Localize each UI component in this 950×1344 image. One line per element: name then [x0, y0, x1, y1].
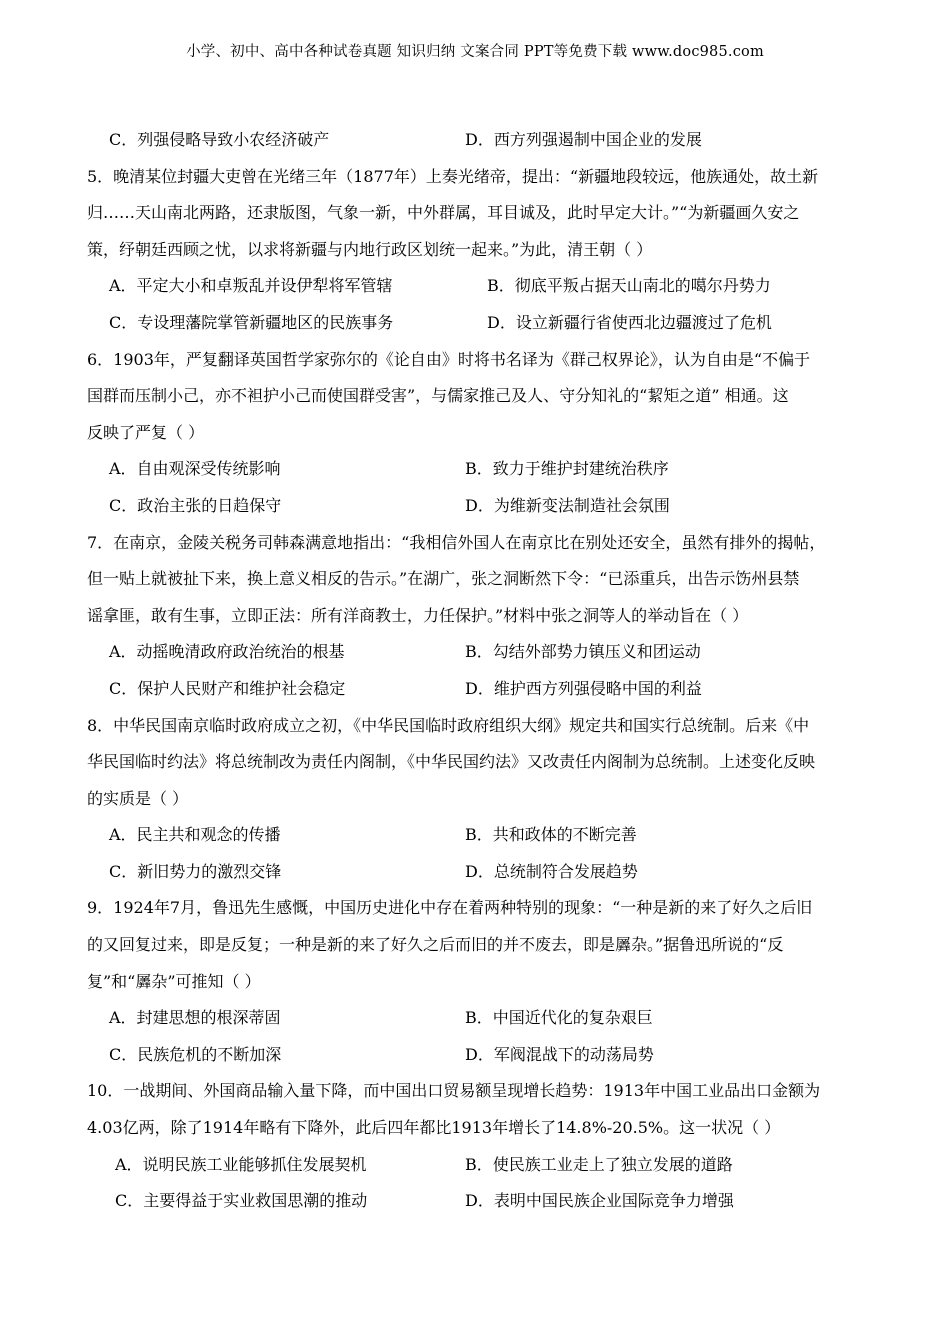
q9-options-row-1	[87, 1000, 865, 1037]
q8-option-d[interactable]: D．总统制符合发展趋势	[465, 861, 638, 881]
q10-option-c[interactable]: C．主要得益于实业救国思潮的推动	[115, 1191, 368, 1211]
q10-option-d[interactable]: D．表明中国民族企业国际竞争力增强	[465, 1191, 734, 1211]
q4-option-d[interactable]: D．西方列强遏制中国企业的发展	[465, 130, 702, 149]
q10-stem-line: 10．一战期间、外国商品输入量下降，而中国出口贸易额呈现增长趋势：1913年中国工业品出口金额为	[87, 1081, 821, 1101]
q7-option-c[interactable]: C．保护人民财产和维护社会稳定	[109, 678, 346, 698]
q9-option-a[interactable]: A．封建思想的根深蒂固	[109, 1008, 281, 1028]
q7-stem-line: 7．在南京，金陵关税务司韩森满意地指出：“我相信外国人在南京比在别处还安全，虽然有排外的揭帖，	[87, 532, 826, 552]
q6-option-c[interactable]: C．政治主张的日趋保守	[109, 495, 282, 515]
question-7	[87, 525, 865, 708]
q4-option-c[interactable]: C．列强侵略导致小农经济破产	[109, 130, 330, 149]
q10-options-row-2	[87, 1183, 865, 1220]
q9-option-b[interactable]: B．中国近代化的复杂艰巨	[465, 1008, 653, 1028]
q9-stem-line: 9．1924年7月，鲁迅先生感慨，中国历史进化中存在着两种特别的现象：“一种是新的来了好久之后旧	[87, 898, 813, 918]
question-5	[87, 159, 865, 342]
q6-stem-line: 6．1903年，严复翻译英国哲学家弥尔的《论自由》时将书名译为《群己权界论》，认为自由是“不偏于	[87, 349, 811, 369]
q10-option-a[interactable]: A．说明民族工业能够抓住发展契机	[115, 1154, 367, 1174]
q7-option-d[interactable]: D．维护西方列强侵略中国的利益	[465, 678, 702, 698]
q7-stem-line: 但一贴上就被扯下来，换上意义相反的告示。”在湖广，张之洞断然下令：“已添重兵，出告示饬州县禁	[87, 569, 800, 589]
q6-option-b[interactable]: B．致力于维护封建统治秩序	[465, 459, 669, 479]
q5-option-c[interactable]: C．专设理藩院掌管新疆地区的民族事务	[109, 312, 394, 332]
q7-stem-line: 谣拿匪，敢有生事，立即正法：所有洋商教士，力任保护。”材料中张之洞等人的举动旨在（ ）	[87, 605, 749, 625]
q8-stem-line: 的实质是（ ）	[87, 788, 189, 808]
q6-options-row-1	[87, 451, 865, 488]
q7-options-row-2	[87, 671, 865, 708]
q8-options-row-1	[87, 817, 865, 854]
question-9	[87, 890, 865, 1073]
q7-options-row-1	[87, 634, 865, 671]
q10-option-b[interactable]: B．使民族工业走上了独立发展的道路	[465, 1154, 733, 1174]
q6-options-row-2	[87, 488, 865, 525]
q5-option-b[interactable]: B．彻底平叛占据天山南北的噶尔丹势力	[487, 276, 771, 296]
q6-stem-line: 反映了严复（ ）	[87, 422, 205, 442]
q8-option-b[interactable]: B．共和政体的不断完善	[465, 825, 637, 845]
q5-stem-line: 归……天山南北两路，还隶版图，气象一新，中外群属，耳目诚及，此时早定大计。”“为新疆画久安之	[87, 203, 800, 223]
q10-options-row-1	[87, 1147, 865, 1184]
q6-stem-line: 国群而压制小己，亦不袒护小己而使国群受害”，与儒家推己及人、守分知礼的“絜矩之道” 相通。这	[87, 386, 789, 406]
q8-stem-line: 8．中华民国南京临时政府成立之初，《中华民国临时政府组织大纲》规定共和国实行总统制。后来《中	[87, 715, 810, 735]
q5-stem-line: 策，纾朝廷西顾之忧，以求将新疆与内地行政区划统一起来。”为此，清王朝（ ）	[87, 239, 653, 259]
page-header: 小学、初中、高中各种试卷真题 知识归纳 文案合同 PPT等免费下载 www.doc985.com	[186, 44, 764, 60]
question-8	[87, 708, 865, 891]
q5-options-row-1	[87, 268, 865, 305]
q5-option-d[interactable]: D．设立新疆行省使西北边疆渡过了危机	[487, 312, 772, 332]
q5-options-row-2	[87, 305, 865, 342]
q9-options-row-2	[87, 1037, 865, 1074]
q8-option-c[interactable]: C．新旧势力的激烈交锋	[109, 861, 282, 881]
question-6	[87, 342, 865, 525]
q7-option-a[interactable]: A．动摇晚清政府政治统治的根基	[109, 642, 345, 662]
q5-stem-line: 5．晚清某位封疆大吏曾在光绪三年（1877年）上奏光绪帝，提出：“新疆地段较远，他族通处，故土新	[87, 166, 819, 186]
q9-option-d[interactable]: D．军阀混战下的动荡局势	[465, 1044, 654, 1064]
q6-option-d[interactable]: D．为维新变法制造社会氛围	[465, 495, 670, 515]
exam-content	[87, 122, 865, 1220]
q9-stem-line: 复”和“羼杂”可推知（ ）	[87, 971, 261, 991]
q6-option-a[interactable]: A．自由观深受传统影响	[109, 459, 281, 479]
q8-option-a[interactable]: A．民主共和观念的传播	[109, 825, 281, 845]
q9-option-c[interactable]: C．民族危机的不断加深	[109, 1044, 282, 1064]
question-10	[87, 1073, 865, 1219]
q7-option-b[interactable]: B．勾结外部势力镇压义和团运动	[465, 642, 701, 662]
q10-stem-line: 4.03亿两，除了1914年略有下降外，此后四年都比1913年增长了14.8%-20.5%。这一状况（ ）	[87, 1118, 781, 1138]
q5-option-a[interactable]: A．平定大小和卓叛乱并设伊犁将军管辖	[109, 276, 393, 296]
q9-stem-line: 的又回复过来，即是反复；一种是新的来了好久之后而旧的并不废去，即是羼杂。”据鲁迅所说的“反	[87, 935, 784, 955]
q8-options-row-2	[87, 854, 865, 891]
q8-stem-line: 华民国临时约法》将总统制改为责任内阁制，《中华民国约法》又改责任内阁制为总统制。上述变化反映	[87, 752, 816, 772]
q4-options-row-2	[87, 122, 865, 159]
